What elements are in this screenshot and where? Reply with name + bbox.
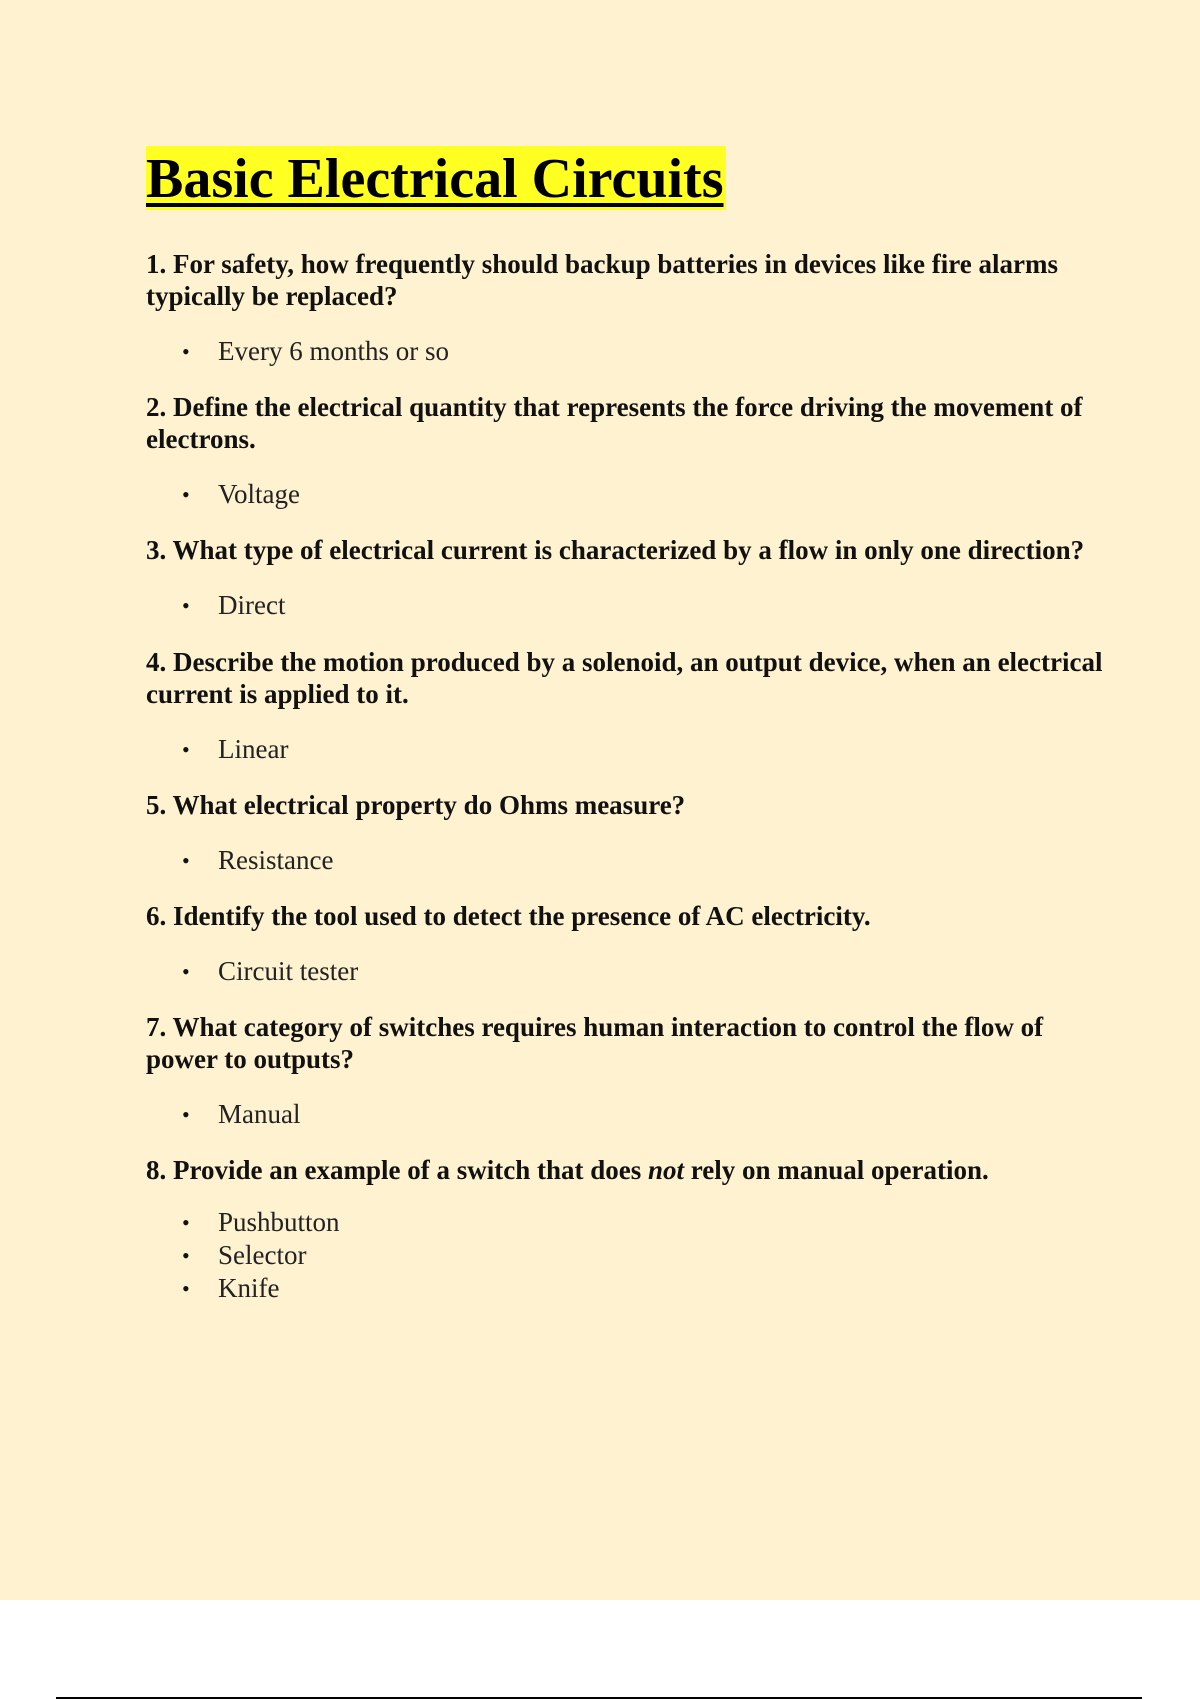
- bullet-icon: •: [182, 959, 190, 984]
- question-text: 7. What category of switches requires human interaction to control the flow of power to outputs?: [146, 1012, 1044, 1074]
- answer-item: • Linear: [182, 734, 289, 764]
- answer-list: [146, 589, 1106, 622]
- bullet-icon: •: [182, 482, 190, 507]
- answer-item: • Knife: [182, 1273, 280, 1303]
- document-content: [146, 146, 1106, 1305]
- question-text: 5. What electrical property do Ohms measure?: [146, 790, 686, 820]
- answer-list: [146, 1098, 1106, 1131]
- answer-list: [146, 844, 1106, 877]
- bullet-icon: •: [182, 1102, 190, 1127]
- emphasis-text: not: [647, 1155, 685, 1185]
- bullet-icon: •: [182, 737, 190, 762]
- answer-item: • Selector: [182, 1240, 307, 1270]
- question-text: 8. Provide an example of a switch that does not rely on manual operation.: [146, 1155, 989, 1185]
- question-item: [146, 900, 1106, 988]
- question-text: 6. Identify the tool used to detect the presence of AC electricity.: [146, 901, 871, 931]
- answer-list: [146, 733, 1106, 766]
- question-text: 2. Define the electrical quantity that represents the force driving the movement of electrons.: [146, 392, 1083, 454]
- answer-item: • Direct: [182, 590, 286, 620]
- bullet-icon: •: [182, 1276, 190, 1301]
- answer-list: [146, 955, 1106, 988]
- question-item: [146, 391, 1106, 511]
- answer-item: • Pushbutton: [182, 1207, 340, 1237]
- bullet-icon: •: [182, 1210, 190, 1235]
- footer-divider: [56, 1697, 1142, 1699]
- page-title: Basic Electrical Circuits: [146, 148, 724, 210]
- answer-item: • Manual: [182, 1099, 301, 1129]
- answer-list: [146, 478, 1106, 511]
- answer-list: [146, 335, 1106, 368]
- bullet-icon: •: [182, 339, 190, 364]
- bullet-icon: •: [182, 593, 190, 618]
- question-text: 4. Describe the motion produced by a solenoid, an output device, when an electrical current is applied to it.: [146, 647, 1103, 709]
- question-item: [146, 1011, 1106, 1131]
- question-item: [146, 1154, 1106, 1305]
- question-item: [146, 646, 1106, 766]
- question-item: [146, 248, 1106, 368]
- answer-item: • Every 6 months or so: [182, 336, 449, 366]
- answer-item: • Resistance: [182, 845, 334, 875]
- question-item: [146, 534, 1106, 622]
- answer-item: • Voltage: [182, 479, 300, 509]
- question-text: 3. What type of electrical current is characterized by a flow in only one direction?: [146, 535, 1085, 565]
- question-item: [146, 789, 1106, 877]
- answer-list: [146, 1206, 1106, 1305]
- question-text: 1. For safety, how frequently should backup batteries in devices like fire alarms typically be replaced?: [146, 249, 1059, 311]
- answer-item: • Circuit tester: [182, 956, 359, 986]
- bullet-icon: •: [182, 848, 190, 873]
- bullet-icon: •: [182, 1243, 190, 1268]
